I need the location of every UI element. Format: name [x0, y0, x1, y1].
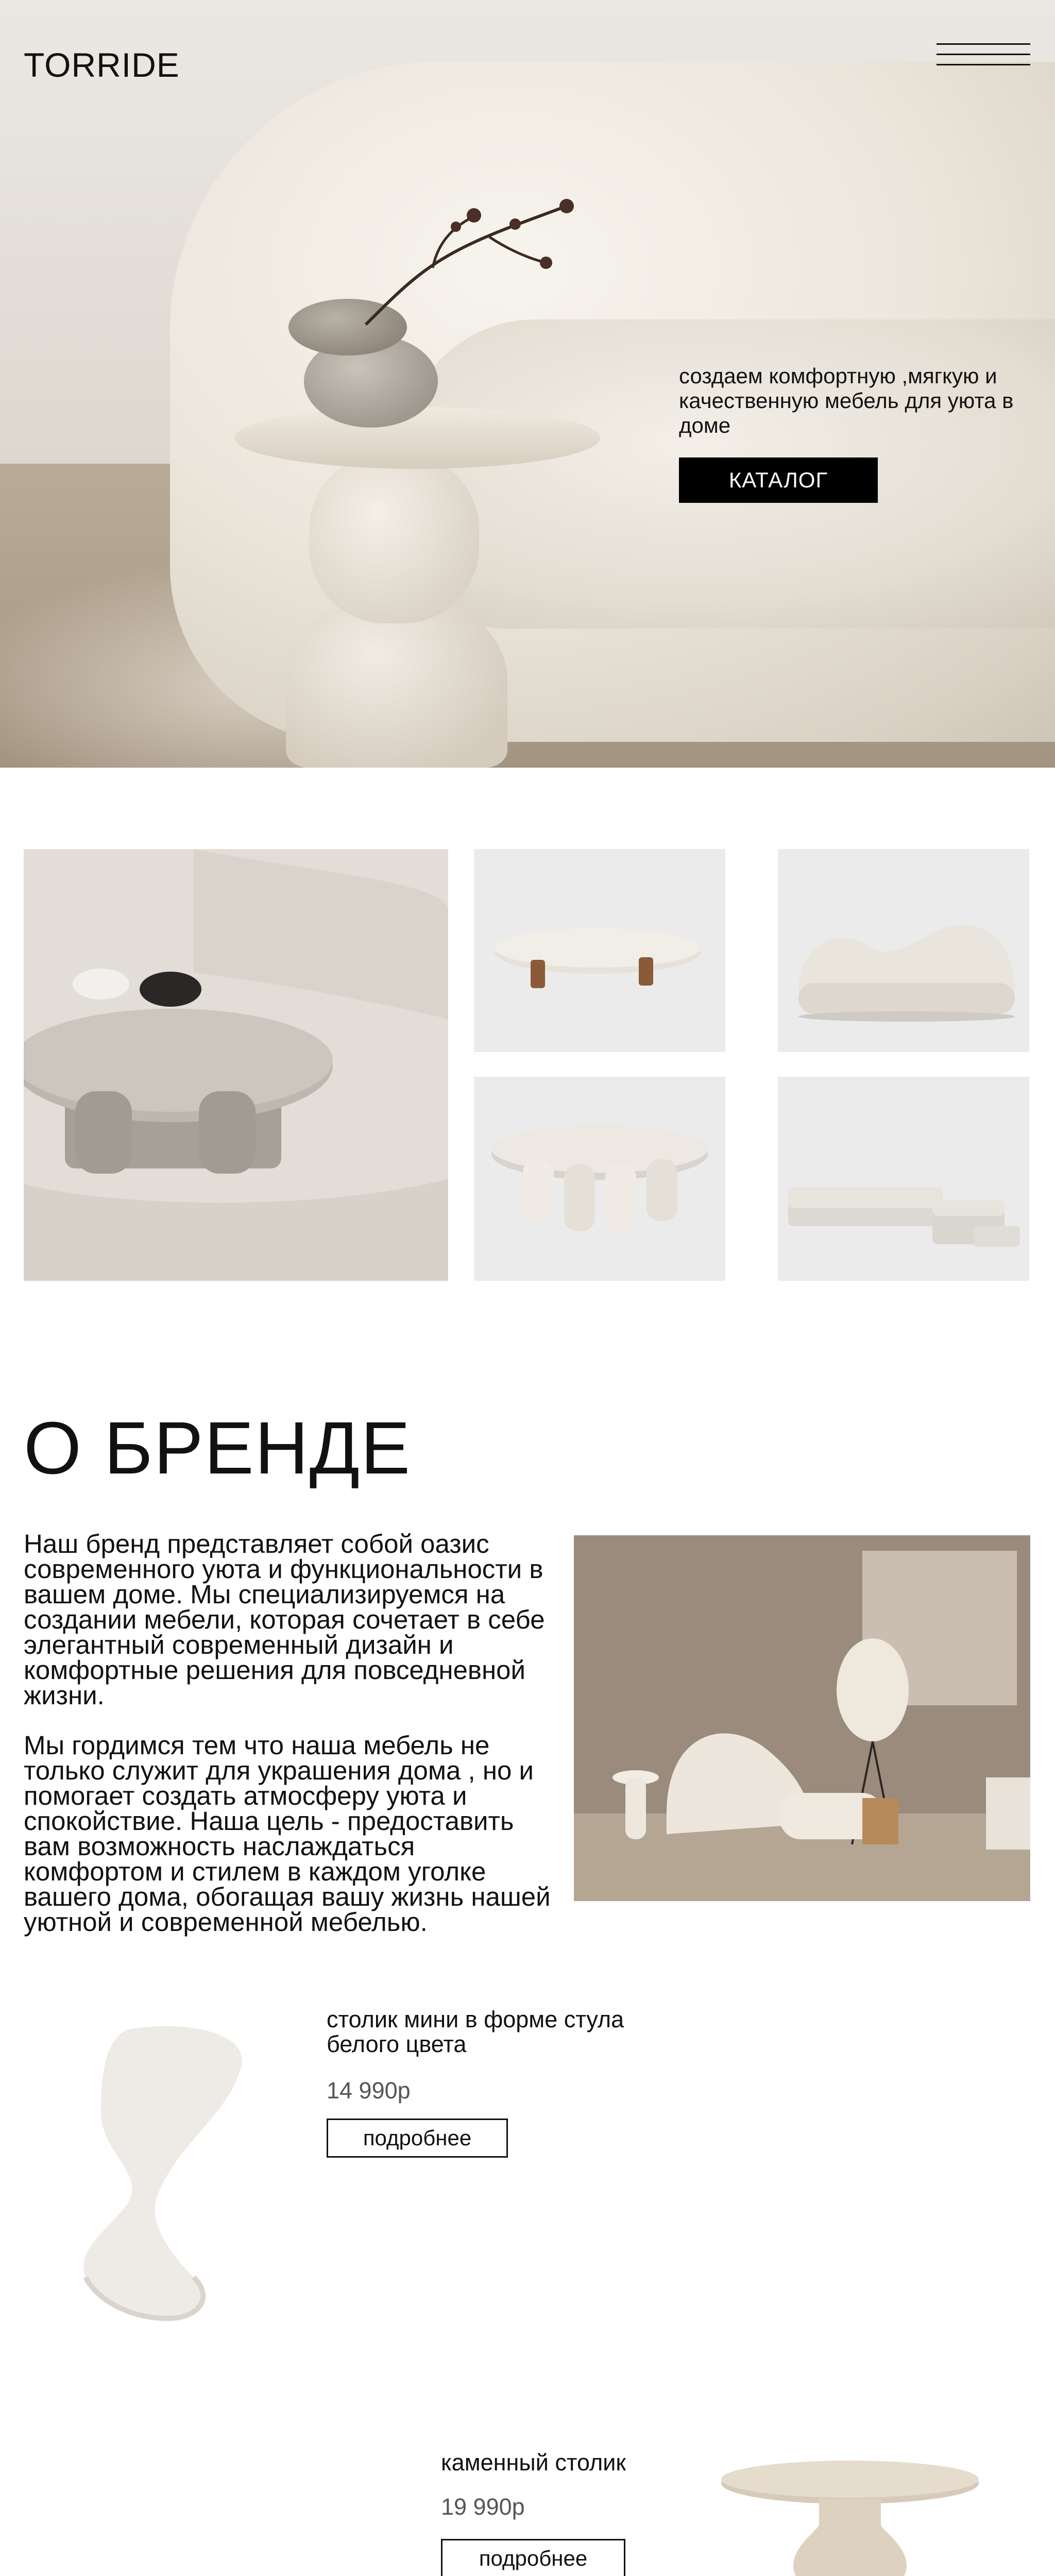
hero-side-table-neck — [309, 453, 479, 623]
gallery-low-table-image — [474, 849, 725, 1052]
gallery-coffee-table-image — [24, 849, 448, 1281]
hero-section — [0, 0, 1055, 768]
product-1-more-button[interactable]: подробнее — [327, 2119, 508, 2158]
about-text — [24, 1531, 559, 1959]
hero-branch-decoration — [361, 185, 577, 330]
product-2-image — [711, 2447, 999, 2576]
gallery-modular-sofa-image — [778, 1077, 1029, 1281]
catalog-button[interactable]: КАТАЛОГ — [679, 457, 878, 503]
product-1-image — [24, 2009, 271, 2349]
about-title: О БРЕНДЕ — [24, 1406, 412, 1489]
about-interior-image — [574, 1535, 1030, 1901]
gallery-sofa-image — [778, 849, 1029, 1052]
about-paragraph-2: Мы гордимся тем что наша мебель не только служит для украшения дома , но и помогает создать атмосферу уюта и спокойствие. Наша цель - предоставить вам возможность наслаждаться комфортом и стилем в каждом уголке вашего дома, обогащая вашу жизнь нашей уютной и современной мебелью. — [24, 1731, 551, 1937]
about-paragraph-1: Наш бренд представляет собой оазис современного уюта и функциональности в вашем доме. Мы специализируемся на создании мебели, которая сочетает в себе элегантный современный дизайн и комфортные решения для повседневной жизни. — [24, 1529, 545, 1710]
brand-logo[interactable]: TORRIDE — [24, 46, 180, 84]
product-2-price: 19 990р — [441, 2494, 525, 2520]
product-1-name: столик мини в форме стула белого цвета — [327, 2006, 624, 2057]
product-2-name: каменный столик — [441, 2449, 626, 2476]
product-2-more-button[interactable]: подробнее — [441, 2539, 625, 2576]
gallery-round-table-image — [474, 1077, 725, 1281]
product-1-price: 14 990р — [327, 2077, 411, 2104]
hamburger-menu-icon[interactable] — [937, 43, 1030, 76]
hero-side-table-top — [234, 407, 600, 469]
hero-tagline: создаем комфортную ,мягкую и качественную мебель для уюта в доме — [679, 364, 1014, 437]
